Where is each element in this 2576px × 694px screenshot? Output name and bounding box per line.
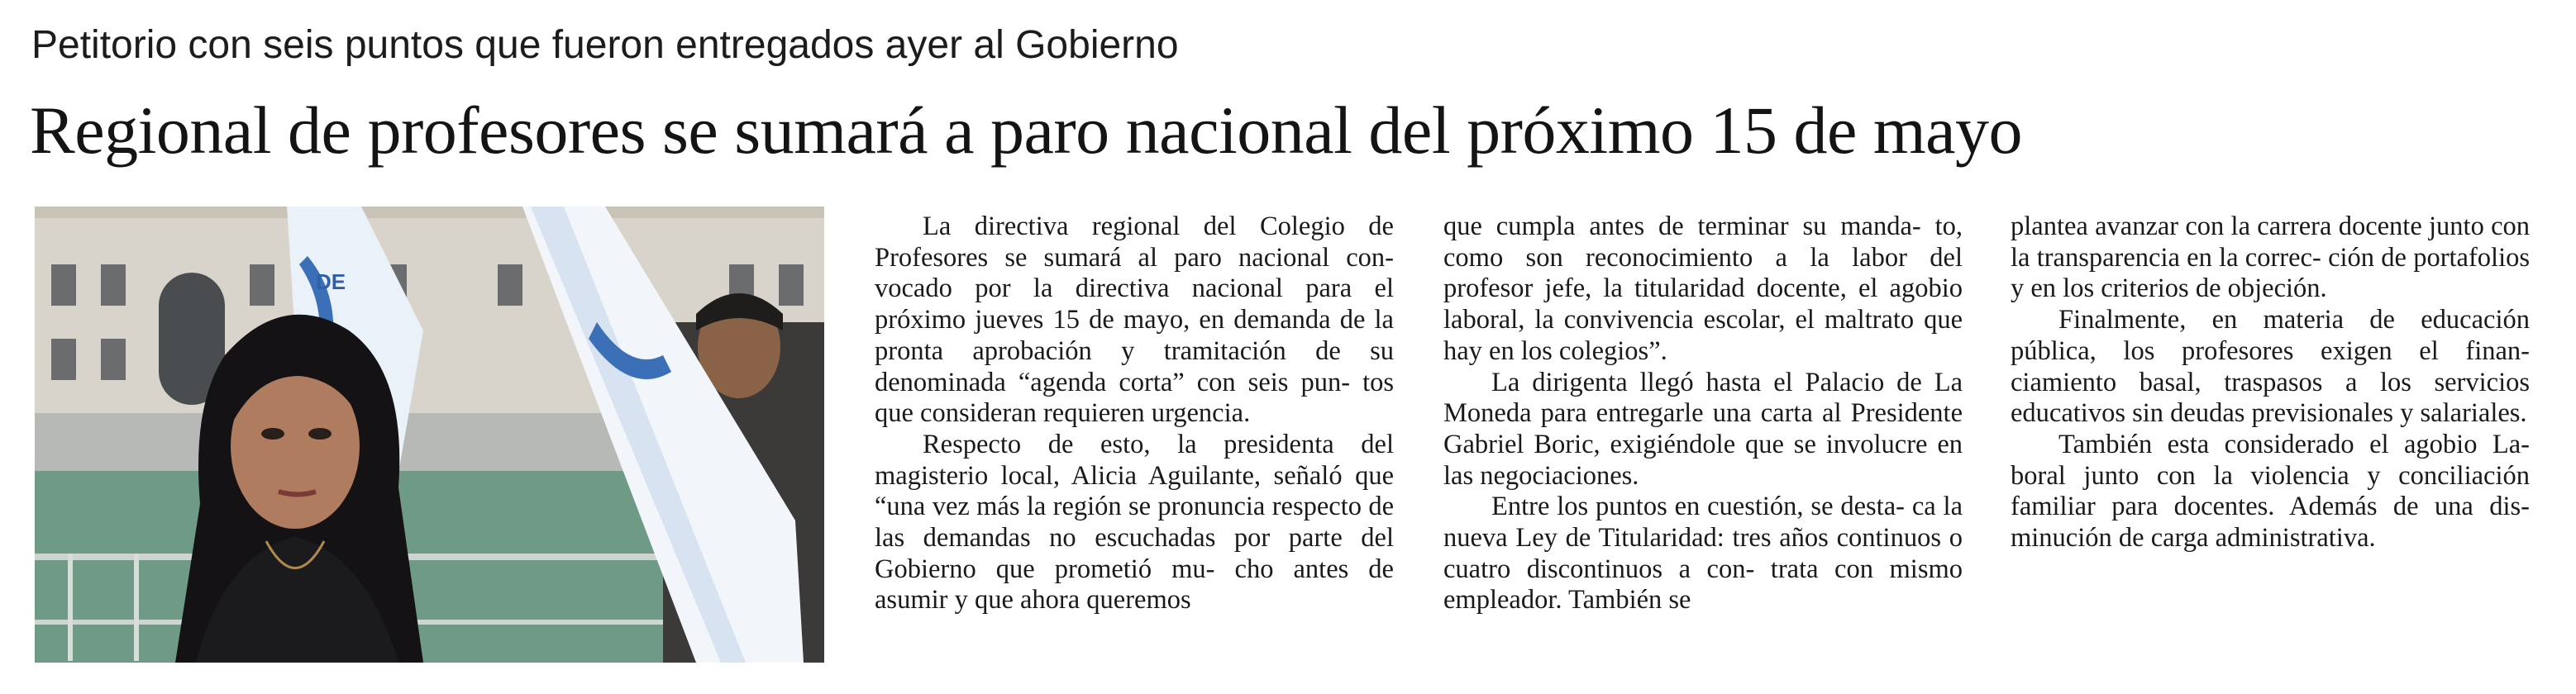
paragraph: También esta considerado el agobio La- boral junto con la violencia y conciliación familiar para docentes. Además de una dis- minución de carga administrativa. [2011, 429, 2530, 554]
paragraph: que cumpla antes de terminar su manda- to, como son reconocimiento a la labor del profesor jefe, la titularidad docente, el agobio laboral, la convivencia escolar, el maltrato que hay en los colegios”. [1443, 212, 1963, 366]
paragraph: La dirigenta llegó hasta el Palacio de La Moneda para entregarle una carta al Presidente Gabriel Boric, exigiéndole que se involucre en las negociaciones. [1443, 367, 1963, 491]
article-photo [35, 207, 824, 663]
paragraph: La directiva regional del Colegio de Profesores se sumará al paro nacional con- vocado por la directiva nacional para el próximo jueves 15 de mayo, en demanda de la pronta aprobación y tramitación de su denominada “agenda corta” con seis pun- tos que consideran requieren urgencia. [875, 212, 1394, 429]
paragraph: Respecto de esto, la presidenta del magisterio local, Alicia Aguilante, señaló que “una vez más la región se pronuncia respecto de las demandas no escuchadas por parte del Gobierno que prometió mu- cho antes de asumir y que ahora queremos [875, 429, 1395, 616]
paragraph: plantea avanzar con la carrera docente junto con la transparencia en la correc- ción de portafolios y en los criterios de objeción. [2011, 212, 2531, 304]
article-column-3 [2011, 212, 2530, 554]
article-headline: Regional de profesores se sumará a paro nacional del próximo 15 de mayo [30, 93, 2023, 168]
article-column-1 [875, 212, 1394, 616]
photo-illustration [35, 207, 824, 663]
paragraph: Finalmente, en materia de educación pública, los profesores exigen el finan- ciamiento basal, traspasos a los servicios educativos sin deudas previsionales y salariales. [2011, 305, 2530, 429]
flag-lettering: DE [316, 269, 346, 294]
article-column-2 [1443, 212, 1963, 616]
article-kicker: Petitorio con seis puntos que fueron entregados ayer al Gobierno [31, 23, 1179, 67]
paragraph: Entre los puntos en cuestión, se desta- ca la nueva Ley de Titularidad: tres años continuos o cuatro discontinuos a con- trata con mismo empleador. También se [1443, 492, 1963, 616]
